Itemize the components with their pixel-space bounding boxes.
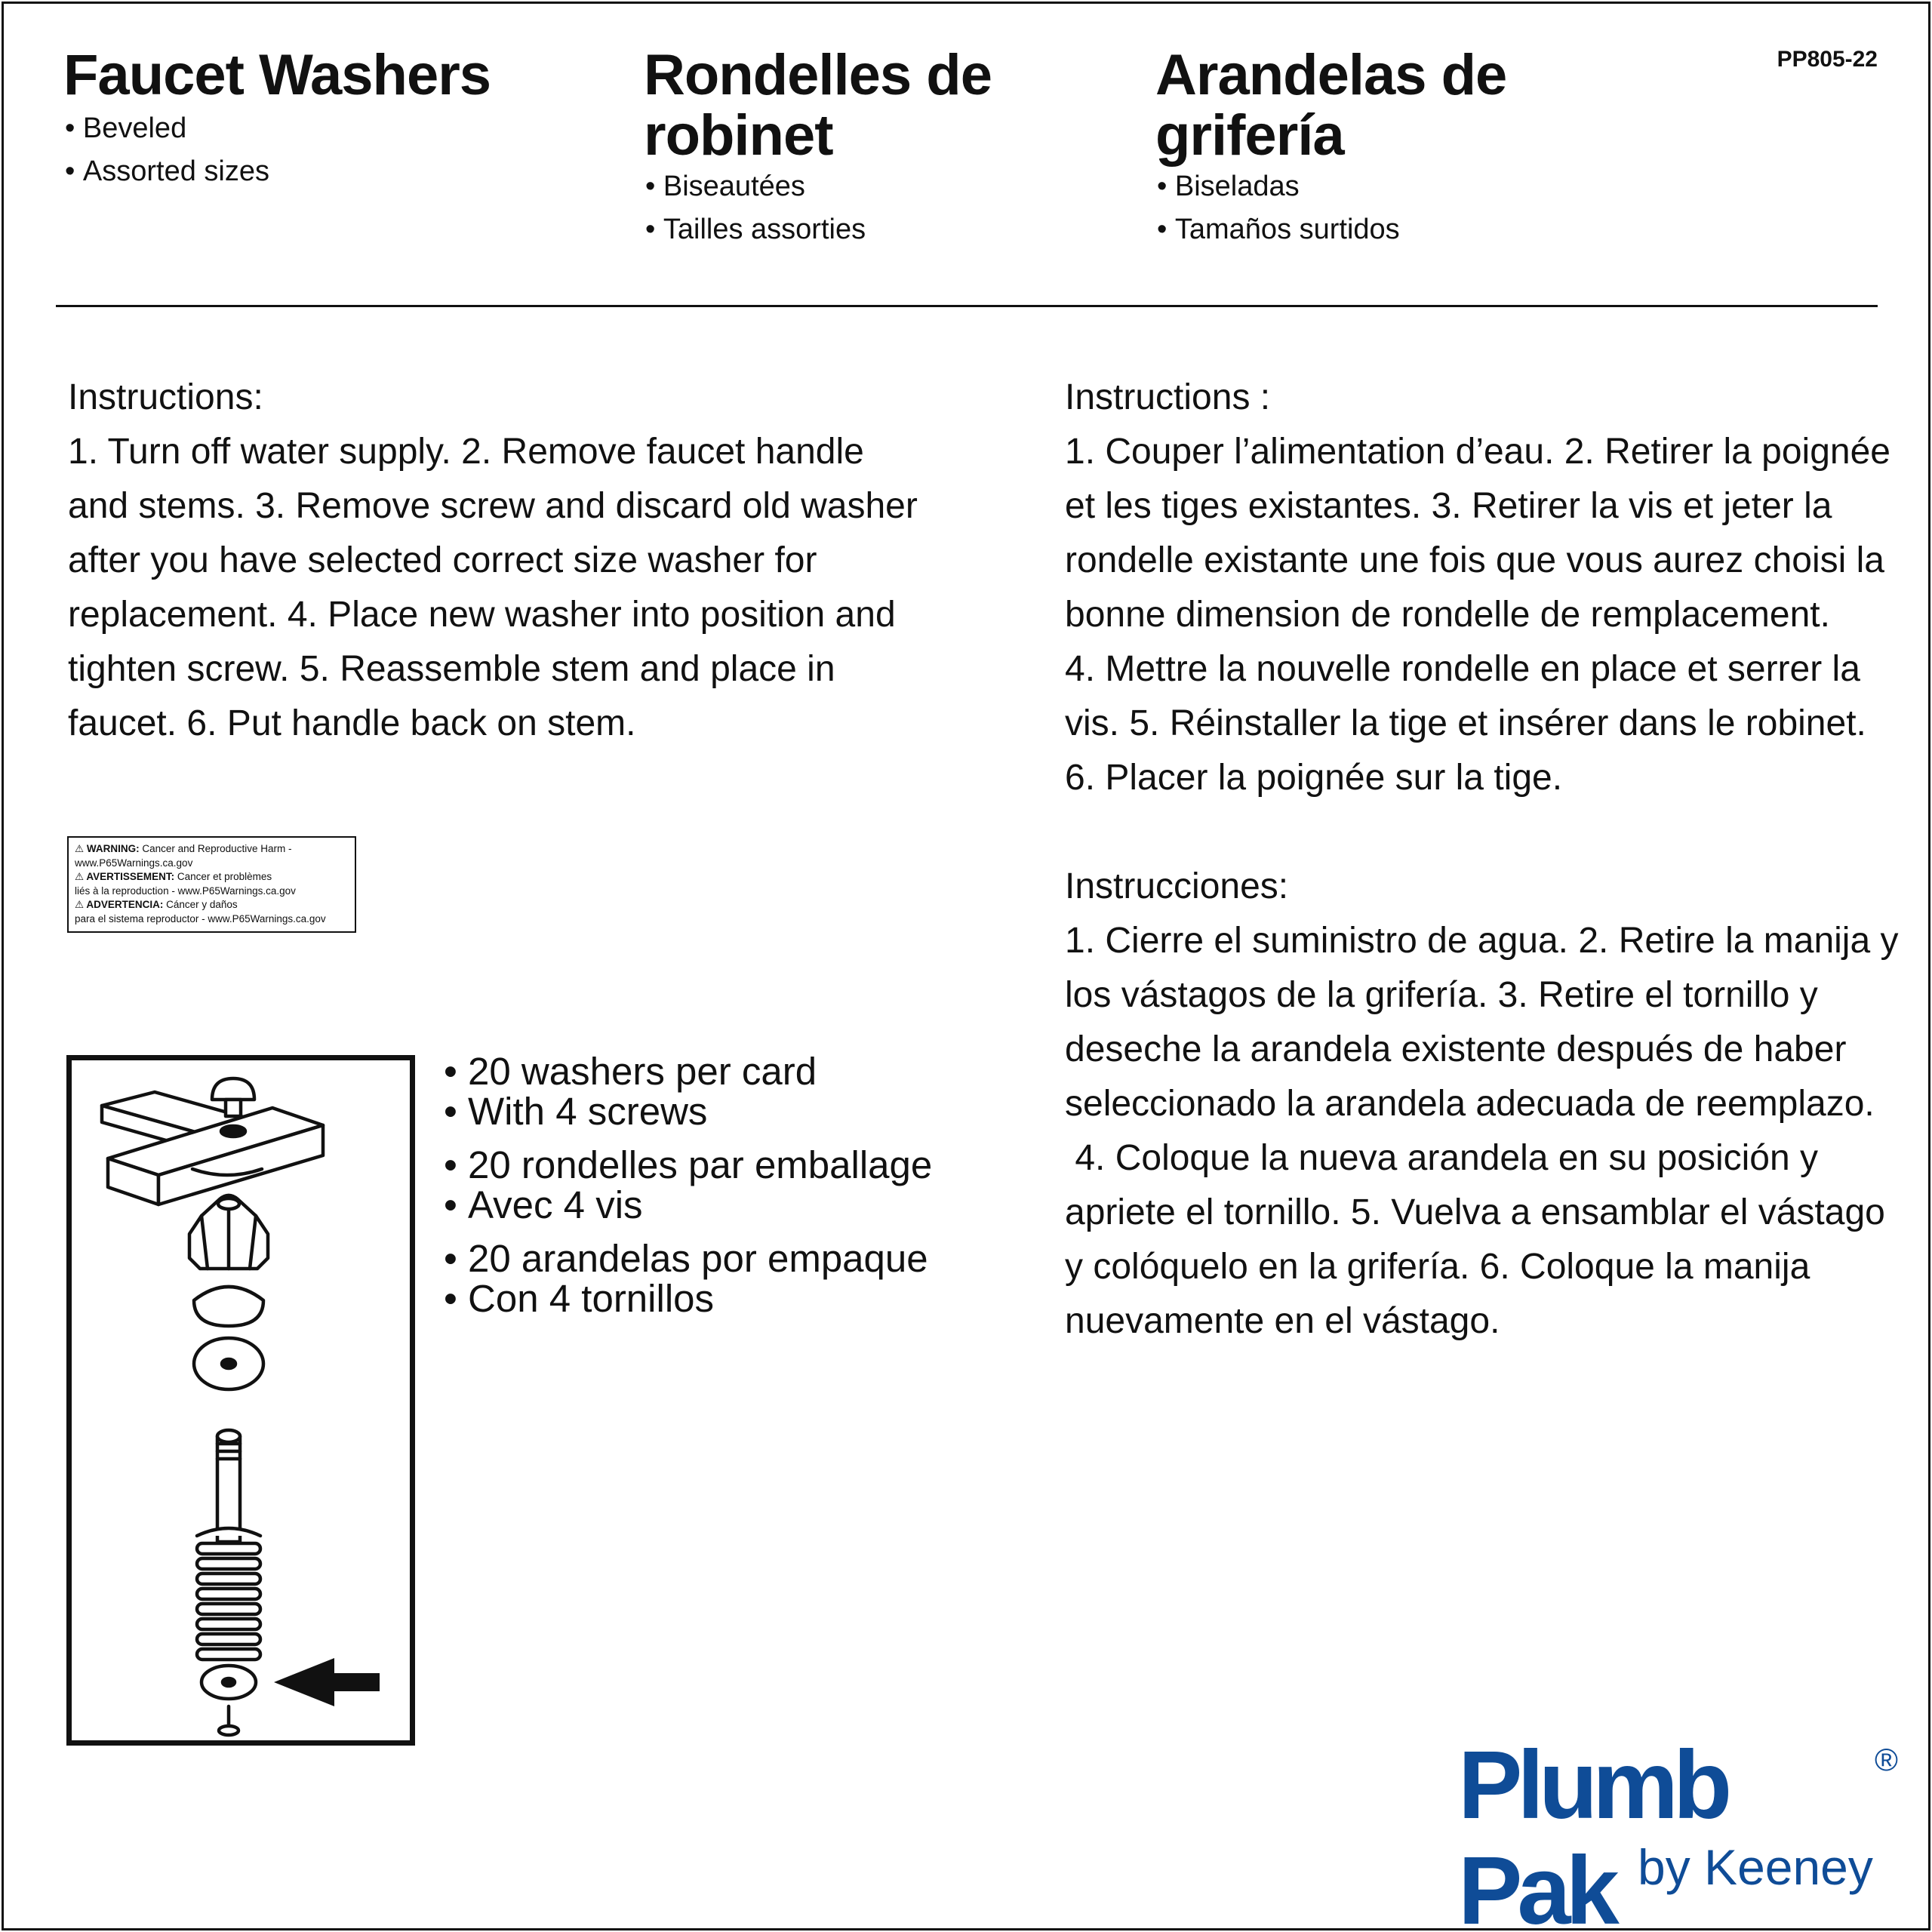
title-fr-line1: Rondelles de (644, 43, 992, 107)
bullets-en (65, 107, 269, 193)
instructions-es-line: apriete el tornillo. 5. Vuelva a ensamblar el vástago (1065, 1192, 1885, 1232)
left-arrow-icon (274, 1658, 380, 1706)
warning-label-es: ⚠ ADVERTENCIA: (75, 899, 164, 910)
package-contents-fr (444, 1145, 932, 1225)
package-contents-es (444, 1238, 928, 1318)
title-es-line2: grifería (1155, 103, 1344, 168)
prop65-warning-box (67, 836, 356, 933)
valve-stem-icon (197, 1430, 260, 1660)
instructions-en-line: after you have selected correct size washer for (68, 540, 817, 580)
bullets-fr (645, 165, 866, 251)
package-item: • 20 rondelles par emballage (444, 1145, 932, 1185)
title-fr-line2: robinet (644, 103, 833, 168)
bullet-fr-1: • Biseautées (645, 165, 866, 208)
warning-label-fr: ⚠ AVERTISSEMENT: (75, 871, 175, 882)
warning-text-fr: Cancer et problèmes (174, 871, 272, 882)
instructions-es-line: 4. Coloque la nueva arandela en su posición y (1065, 1138, 1819, 1178)
brand-subtitle: by Keeney (1638, 1839, 1873, 1895)
warning-text-en: Cancer and Reproductive Harm - (139, 843, 292, 854)
instructions-es-line: deseche la arandela existente después de haber (1065, 1029, 1847, 1069)
title-es-line1: Arandelas de (1155, 43, 1507, 107)
title-en: Faucet Washers (63, 43, 491, 107)
washer-screw-icon (219, 1706, 238, 1735)
instructions-fr-line: 6. Placer la poignée sur la tige. (1065, 758, 1563, 798)
instructions-fr-line: vis. 5. Réinstaller la tige et insérer dans le robinet. (1065, 703, 1866, 743)
package-item: • Avec 4 vis (444, 1185, 932, 1225)
header-divider (56, 305, 1878, 307)
brand-logo (1458, 1731, 1898, 1932)
instructions-en (68, 371, 1011, 751)
instructions-fr (1065, 371, 1910, 805)
instructions-es-line: 1. Cierre el suministro de agua. 2. Retire la manija y (1065, 921, 1899, 961)
warning-line: liés à la reproduction - www.P65Warnings.ca.gov (75, 884, 296, 897)
package-item: • Con 4 tornillos (444, 1278, 928, 1318)
instructions-fr-heading: Instructions : (1065, 377, 1271, 417)
package-item: • 20 washers per card (444, 1051, 817, 1091)
bullet-en-2: • Assorted sizes (65, 150, 269, 193)
title-fr (644, 45, 992, 166)
bullet-en-1: • Beveled (65, 107, 269, 150)
instructions-en-line: 1. Turn off water supply. 2. Remove faucet handle (68, 432, 864, 472)
warning-line (75, 870, 349, 884)
instructions-en-line: tighten screw. 5. Reassemble stem and place in (68, 649, 835, 689)
instructions-es-line: nuevamente en el vástago. (1065, 1301, 1500, 1341)
instructions-es-line: seleccionado la arandela adecuada de reemplazo. (1065, 1084, 1875, 1124)
instructions-es-heading: Instrucciones: (1065, 866, 1289, 906)
cross-handle-icon (102, 1092, 323, 1204)
package-item: • 20 arandelas por empaque (444, 1238, 928, 1278)
product-code: PP805-22 (1777, 47, 1878, 72)
bullet-fr-2: • Tailles assorties (645, 208, 866, 251)
instructions-en-line: faucet. 6. Put handle back on stem. (68, 703, 636, 743)
flat-washer-icon (194, 1338, 263, 1389)
packing-nut-icon (189, 1195, 268, 1269)
dome-washer-icon (194, 1287, 263, 1326)
package-item: • With 4 screws (444, 1091, 817, 1131)
instructions-en-line: replacement. 4. Place new washer into position and (68, 595, 896, 635)
faucet-stem-exploded-diagram (66, 1055, 415, 1746)
instructions-en-heading: Instructions: (68, 377, 263, 417)
warning-line: para el sistema reproductor - www.P65Warnings.ca.gov (75, 912, 326, 924)
warning-text-es: Cáncer y daños (163, 899, 238, 910)
package-contents-en (444, 1051, 817, 1131)
bullet-es-2: • Tamaños surtidos (1157, 208, 1400, 251)
brand-name: Plumb Pak (1458, 1731, 1727, 1932)
warning-label-en: ⚠ WARNING: (75, 843, 140, 854)
instructions-es (1065, 860, 1910, 1349)
instructions-fr-line: et les tiges existantes. 3. Retirer la vis et jeter la (1065, 486, 1832, 526)
warning-line (75, 898, 349, 912)
bevel-washer-icon (202, 1666, 256, 1699)
instructions-fr-line: bonne dimension de rondelle de remplacement. (1065, 595, 1830, 635)
bullet-es-1: • Biseladas (1157, 165, 1400, 208)
instructions-es-line: y colóquelo en la grifería. 6. Coloque la manija (1065, 1247, 1810, 1287)
bullets-es (1157, 165, 1400, 251)
instructions-en-line: and stems. 3. Remove screw and discard old washer (68, 486, 918, 526)
registered-mark: ® (1875, 1742, 1898, 1777)
instructions-fr-line: 4. Mettre la nouvelle rondelle en place et serrer la (1065, 649, 1860, 689)
warning-line: www.P65Warnings.ca.gov (75, 857, 193, 869)
warning-line (75, 842, 349, 857)
instructions-fr-line: rondelle existante une fois que vous aurez choisi la (1065, 540, 1884, 580)
title-es (1155, 45, 1506, 166)
instructions-es-line: los vástagos de la grifería. 3. Retire el tornillo y (1065, 975, 1818, 1015)
diagram-svg (72, 1060, 410, 1740)
instructions-fr-line: 1. Couper l’alimentation d’eau. 2. Retirer la poignée (1065, 432, 1890, 472)
